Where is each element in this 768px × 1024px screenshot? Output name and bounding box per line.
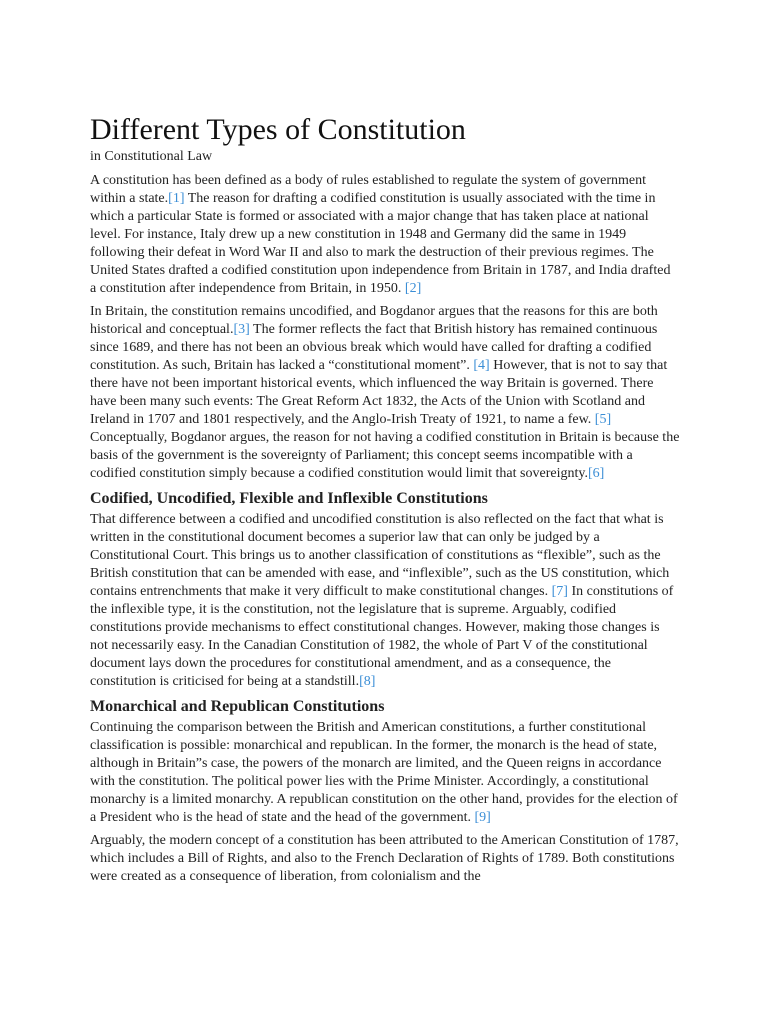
- section-heading-monarchical: Monarchical and Republican Constitutions: [90, 698, 385, 715]
- page-subtitle: in Constitutional Law: [90, 149, 213, 164]
- document-body: [90, 112, 680, 891]
- footnote-link-4[interactable]: [4]: [473, 358, 490, 373]
- paragraph-3: [90, 511, 680, 691]
- paragraph-text: Arguably, the modern concept of a constitution has been attributed to the American Constitution of 1787, which includes a Bill of Rights, and also to the French Declaration of Rights of 1789. Both constitutions were created as a consequence of liberation, from colonialism and the: [90, 833, 679, 884]
- paragraph-text: That difference between a codified and uncodified constitution is also reflected on the fact that what is written in the constitutional document becomes a superior law that can only be judged by a Constitutional Court. This brings us to another classification of constitutions as “flexible”, such as the British constitution that can be amended with ease, and “inflexible”, such as the US constitution, which contains entrenchments that make it very difficult to make constitutional changes.: [90, 512, 670, 599]
- paragraph-text: In Britain, the constitution remains uncodified, and Bogdanor argues that the reasons for this are both historical and conceptual.: [90, 304, 658, 337]
- footnote-link-1[interactable]: [1]: [168, 191, 185, 206]
- footnote-link-2[interactable]: [2]: [404, 281, 422, 296]
- paragraph-text: A constitution has been defined as a body of rules established to regulate the system of government within a state.: [90, 173, 646, 206]
- paragraph-text: However, that is not to say that there have not been important historical events, which influenced the way Britain is governed. There have been many such events: The Great Reform Act 1832, the Acts of the Union with Scotland and Ireland in 1707 and 1801 respectively, and the Anglo-Irish Treaty of 1921, to name a few.: [90, 358, 668, 427]
- footnote-link-5[interactable]: [5]: [594, 412, 612, 427]
- paragraph-text: Continuing the comparison between the British and American constitutions, a further constitutional classification is possible: monarchical and republican. In the former, the monarch is the head of state, although in Britain”s case, the powers of the monarch are limited, and the Queen reigns in accordance with the constitution. The political power lies with the Prime Minister. Accordingly, a constitutional monarchy is a limited monarchy. A republican constitution on the other hand, provides for the election of a President who is the head of state and the head of the government.: [90, 720, 678, 825]
- paragraph-2: [90, 303, 680, 483]
- paragraph-4: [90, 719, 680, 827]
- paragraph-text: In constitutions of the inflexible type, it is the constitution, not the legislature that is supreme. Arguably, codified constitutions provide mechanisms to effect constitutional changes. However, making those changes is not necessarily easy. In the Canadian Constitution of 1982, the whole of Part V of the constitutional document lays down the procedures for constitutional amendment, and as a consequence, the constitution is criticised for being at a standstill.: [90, 584, 674, 689]
- footnote-link-3[interactable]: [3]: [233, 322, 250, 337]
- footnote-link-7[interactable]: [7]: [551, 584, 568, 599]
- footnote-link-9[interactable]: [9]: [474, 810, 491, 825]
- paragraph-5: [90, 832, 680, 886]
- paragraph-text: The former reflects the fact that British history has remained continuous since 1689, and there has not been an obvious break which would have called for drafting a codified constitution. As such, Britain has lacked a “constitutional moment”.: [90, 322, 658, 373]
- paragraph-1: [90, 172, 680, 298]
- footnote-link-8[interactable]: [8]: [359, 674, 376, 689]
- section-heading-codified: Codified, Uncodified, Flexible and Inflexible Constitutions: [90, 490, 488, 507]
- page-title: Different Types of Constitution: [90, 113, 466, 146]
- footnote-link-6[interactable]: [6]: [587, 466, 605, 481]
- paragraph-text: The reason for drafting a codified constitution is usually associated with the time in which a particular State is formed or associated with a major change that has taken place at national level. For instance, Italy drew up a new constitution in 1948 and Germany did the same in 1949 following their defeat in Word War II and also to mark the destruction of their previous regimes. The United States drafted a codified constitution upon independence from Britain in 1787, and India drafted a constitution after independence from Britain, in 1950.: [90, 191, 671, 296]
- paragraph-text: Conceptually, Bogdanor argues, the reason for not having a codified constitution in Britain is because the basis of the government is the sovereignty of Parliament; this concept seems incompatible with a codified constitution simply because a codified constitution would limit that sovereignty.: [90, 430, 680, 481]
